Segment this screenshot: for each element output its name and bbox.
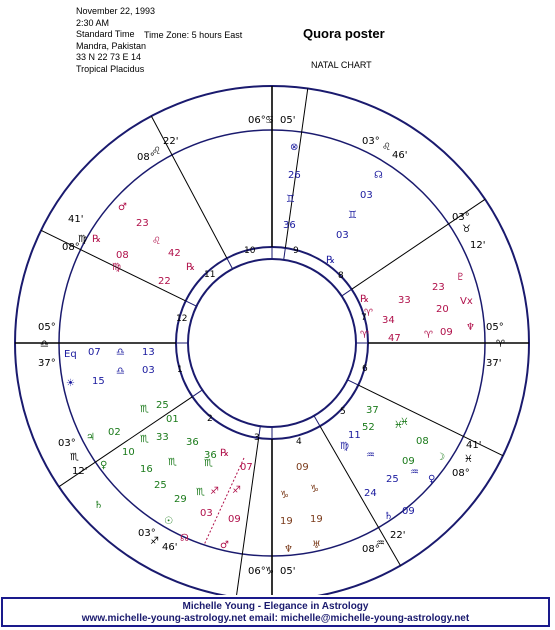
time-type: Standard Time	[76, 29, 135, 39]
planet-mark: 22	[158, 276, 171, 287]
cusp-label: 08°	[137, 152, 155, 163]
planet-mark: ℞	[92, 234, 101, 245]
cusp-label: ♋	[265, 115, 274, 126]
planet-mark: 24	[364, 488, 377, 499]
footer	[1, 597, 550, 627]
planet-mark: ♍	[112, 262, 121, 273]
house-number-11: 11	[204, 270, 216, 280]
planet-mark: ♎	[116, 366, 125, 377]
planet-mark: ♂	[118, 202, 127, 213]
planet-mark: 33	[398, 295, 411, 306]
planet-mark: ♂	[220, 540, 229, 551]
planet-mark: ℞	[326, 255, 335, 266]
house-ring-divider	[227, 258, 233, 269]
house-number-5: 5	[340, 407, 346, 417]
planet-mark: 52	[362, 422, 375, 433]
planet-mark: ♒	[410, 467, 419, 478]
planet-mark: ☊	[180, 533, 189, 544]
planet-mark: ♏	[140, 404, 149, 415]
birth-date: November 22, 1993	[76, 6, 156, 16]
cusp-label: 05'	[280, 566, 296, 577]
house-cusp-line	[320, 426, 401, 565]
house-number-6: 6	[362, 364, 368, 374]
cusp-label: ♒	[376, 538, 385, 549]
planet-mark: 03	[200, 508, 213, 519]
house-number-10: 10	[244, 246, 256, 256]
planet-mark: 26	[288, 170, 301, 181]
house-ring-divider	[347, 380, 358, 385]
cusp-label: 08°	[62, 242, 80, 253]
cusp-label: 06°	[248, 115, 266, 126]
planet-mark: ♈	[360, 330, 369, 341]
planet-mark: 10	[122, 447, 135, 458]
planet-mark: ♅	[312, 540, 321, 551]
planet-mark: ♆	[466, 322, 475, 333]
planet-mark: ♃	[86, 432, 95, 443]
house-number-ring-inner	[188, 259, 356, 427]
planet-mark: 01	[166, 414, 179, 425]
cusp-label: ♍	[78, 234, 87, 245]
planet-mark: ♄	[94, 500, 103, 511]
cusp-label: 46'	[392, 150, 408, 161]
planet-mark: 36	[186, 437, 199, 448]
planet-mark: ☀	[66, 378, 75, 389]
planet-mark: Eq	[64, 349, 77, 360]
cusp-label: ♑	[265, 566, 274, 577]
chart-subtitle: NATAL CHART	[311, 60, 372, 70]
dashed-marker-line	[204, 458, 244, 545]
planet-mark: 15	[92, 376, 105, 387]
time-zone: Time Zone: 5 hours East	[144, 30, 243, 40]
planet-mark: ♌	[152, 236, 161, 247]
birth-place: Mandra, Pakistan	[76, 40, 147, 51]
planet-mark: ♑	[280, 490, 289, 501]
cusp-label: 06°	[248, 566, 266, 577]
cusp-label: 12'	[72, 466, 88, 477]
planet-mark: 23	[432, 282, 445, 293]
planet-mark: Vx	[460, 296, 473, 307]
planet-mark: 25	[156, 400, 169, 411]
planet-mark: ☽	[436, 452, 445, 463]
cusp-label: 05°	[38, 322, 56, 333]
planet-mark: ♇	[456, 272, 465, 283]
planet-mark: 19	[280, 516, 293, 527]
planet-mark: 42	[168, 248, 181, 259]
cusp-label: ♏	[70, 452, 79, 463]
planet-mark: 02	[108, 427, 121, 438]
planet-mark: 13	[142, 347, 155, 358]
cusp-label: 05°	[486, 322, 504, 333]
planet-mark: 37	[366, 405, 379, 416]
planet-mark: ♐	[232, 485, 241, 496]
house-number-1: 1	[177, 365, 183, 375]
planet-mark: 09	[402, 456, 415, 467]
planet-mark: ☊	[374, 170, 383, 181]
planet-mark: ♄	[384, 511, 393, 522]
planet-mark: ♎	[116, 347, 125, 358]
cusp-label: 08°	[452, 468, 470, 479]
planet-mark: ℞	[186, 262, 195, 273]
planet-mark: ♑	[310, 484, 319, 495]
cusp-label: 41'	[68, 214, 84, 225]
cusp-label: ♌	[152, 146, 161, 157]
cusp-label: 22'	[390, 530, 406, 541]
house-ring-divider	[186, 301, 197, 306]
cusp-label: ♌	[382, 142, 391, 153]
cusp-label: 03°	[452, 212, 470, 223]
planet-mark: ♀	[100, 460, 108, 471]
planet-mark: 09	[296, 462, 309, 473]
cusp-label: ♎	[40, 339, 49, 350]
planet-mark: ♆	[284, 544, 293, 555]
planet-mark: 09	[402, 506, 415, 517]
cusp-label: ♐	[150, 536, 159, 547]
planet-mark: ♊	[348, 210, 357, 221]
planet-mark: 07	[88, 347, 101, 358]
planet-mark: 20	[436, 304, 449, 315]
planet-mark: ♈	[424, 330, 433, 341]
planet-mark: ℞	[360, 294, 369, 305]
cusp-label: ♈	[496, 339, 505, 350]
footer-author: Michelle Young - Elegance in Astrology	[182, 601, 369, 612]
planet-mark: ℞	[220, 448, 229, 459]
planet-mark: 16	[140, 464, 153, 475]
coordinates: 33 N 22 73 E 14	[76, 52, 142, 62]
cusp-label: 12'	[470, 240, 486, 251]
cusp-label: 03°	[362, 136, 380, 147]
planet-mark: ♈	[364, 308, 373, 319]
cusp-label: 03°	[58, 438, 76, 449]
cusp-label: 08°	[362, 544, 380, 555]
cusp-label: ♉	[462, 224, 471, 235]
house-number-12: 12	[176, 314, 188, 324]
planet-mark: 25	[154, 480, 167, 491]
planet-mark: 23	[136, 218, 149, 229]
planet-mark: 19	[310, 514, 323, 525]
planet-mark: 09	[440, 327, 453, 338]
planet-mark: 33	[156, 432, 169, 443]
planet-mark: 11	[348, 430, 361, 441]
planet-mark: ♀	[428, 474, 436, 485]
cusp-label: 37°	[38, 358, 56, 369]
planet-mark: 34	[382, 315, 395, 326]
planet-mark: 29	[174, 494, 187, 505]
planet-mark: ♓	[394, 420, 403, 431]
chart-title: Quora poster	[303, 26, 385, 41]
house-number-4: 4	[296, 437, 302, 447]
planet-mark: ♊	[286, 194, 295, 205]
planet-mark: ♐	[210, 486, 219, 497]
planet-mark: ♓	[400, 417, 409, 428]
planet-mark: ♏	[168, 457, 177, 468]
birth-time: 2:30 AM	[76, 17, 110, 28]
cusp-label: 46'	[162, 542, 178, 553]
planet-mark: ☉	[164, 516, 173, 527]
planet-mark: 08	[416, 436, 429, 447]
planet-mark: 36	[204, 450, 217, 461]
cusp-label: ♓	[464, 454, 473, 465]
planet-mark: 47	[388, 333, 401, 344]
footer-contact: www.michelle-young-astrology.net email: michelle@michelle-young-astrology.net	[81, 613, 470, 624]
cusp-label: 22'	[163, 136, 179, 147]
planet-mark: 03	[360, 190, 373, 201]
planet-mark: 09	[228, 514, 241, 525]
planet-mark: ♏	[140, 434, 149, 445]
planet-mark: ♏	[204, 458, 213, 469]
planet-mark: 36	[283, 220, 296, 231]
house-ring-divider	[342, 289, 352, 296]
planet-mark: 08	[116, 250, 129, 261]
house-ring-divider	[284, 248, 286, 260]
house-ring-divider	[192, 390, 202, 397]
house-number-9: 9	[293, 246, 299, 256]
house-number-7: 7	[361, 313, 367, 323]
cusp-label: 03°	[138, 528, 156, 539]
planet-mark: 25	[386, 474, 399, 485]
house-number-8: 8	[338, 271, 344, 281]
cusp-label: 05'	[280, 115, 296, 126]
cusp-label: 41'	[466, 440, 482, 451]
planet-mark: 07	[240, 462, 253, 473]
planet-mark: ♒	[366, 450, 375, 461]
planet-mark: ♍	[340, 441, 349, 452]
planet-mark: 03	[336, 230, 349, 241]
house-number-2: 2	[207, 414, 213, 424]
house-number-3: 3	[254, 433, 260, 443]
house-ring-divider	[314, 416, 320, 426]
planet-mark: ♏	[196, 487, 205, 498]
planet-mark: ⊗	[290, 142, 299, 153]
cusp-label: 37'	[486, 358, 502, 369]
house-system: Tropical Placidus	[76, 63, 145, 74]
planet-mark: 03	[142, 365, 155, 376]
